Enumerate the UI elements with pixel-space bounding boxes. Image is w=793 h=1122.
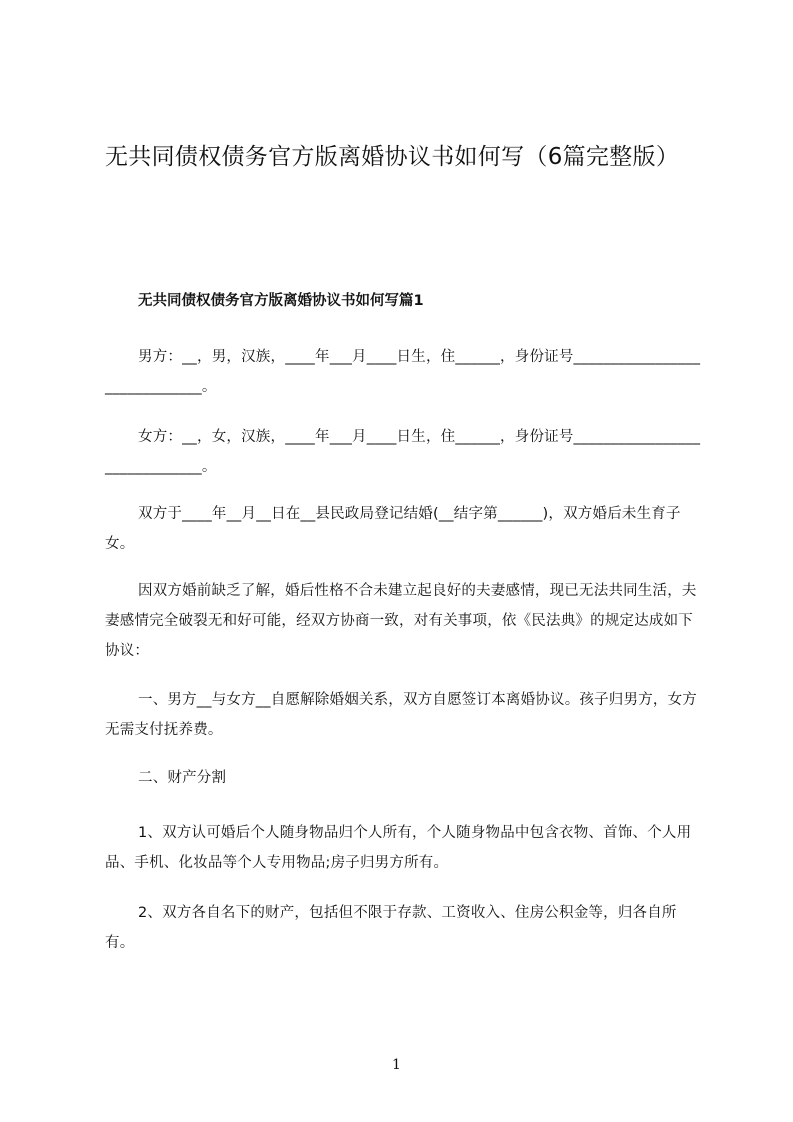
paragraph-clause-2-heading: 二、财产分割	[138, 770, 227, 786]
document-title: 无共同债权债务官方版离婚协议书如何写（6篇完整版）	[105, 144, 680, 170]
page-number: 1	[392, 1057, 401, 1073]
paragraph-property-2: 2、双方各自名下的财产，包括但不限于存款、工资收入、住房公积金等，归各自所有。	[105, 905, 677, 951]
section-heading: 无共同债权债务官方版离婚协议书如何写篇1	[138, 293, 424, 309]
paragraph-reason: 因双方婚前缺乏了解，婚后性格不合未建立起良好的夫妻感情，现已无法共同生活，夫妻感情完全破裂无和好可能，经双方协商一致，对有关事项，依《民法典》的规定达成如下协议：	[105, 583, 697, 659]
paragraph-female-party: 女方：__，女，汉族，____年___月____日生，住______，身份证号______________________________。	[105, 429, 701, 475]
paragraph-male-party: 男方：__，男，汉族，____年___月____日生，住______，身份证号______________________________。	[105, 349, 701, 395]
paragraph-property-1: 1、双方认可婚后个人随身物品归个人所有，个人随身物品中包含衣物、首饰、个人用品、手机、化妆品等个人专用物品;房子归男方所有。	[105, 825, 692, 871]
paragraph-marriage-registration: 双方于____年__月__日在__县民政局登记结婚(__结字第______)，双方婚后未生育子女。	[105, 506, 681, 552]
paragraph-clause-1: 一、男方__与女方__自愿解除婚姻关系，双方自愿签订本离婚协议。孩子归男方，女方无需支付抚养费。	[105, 692, 697, 738]
